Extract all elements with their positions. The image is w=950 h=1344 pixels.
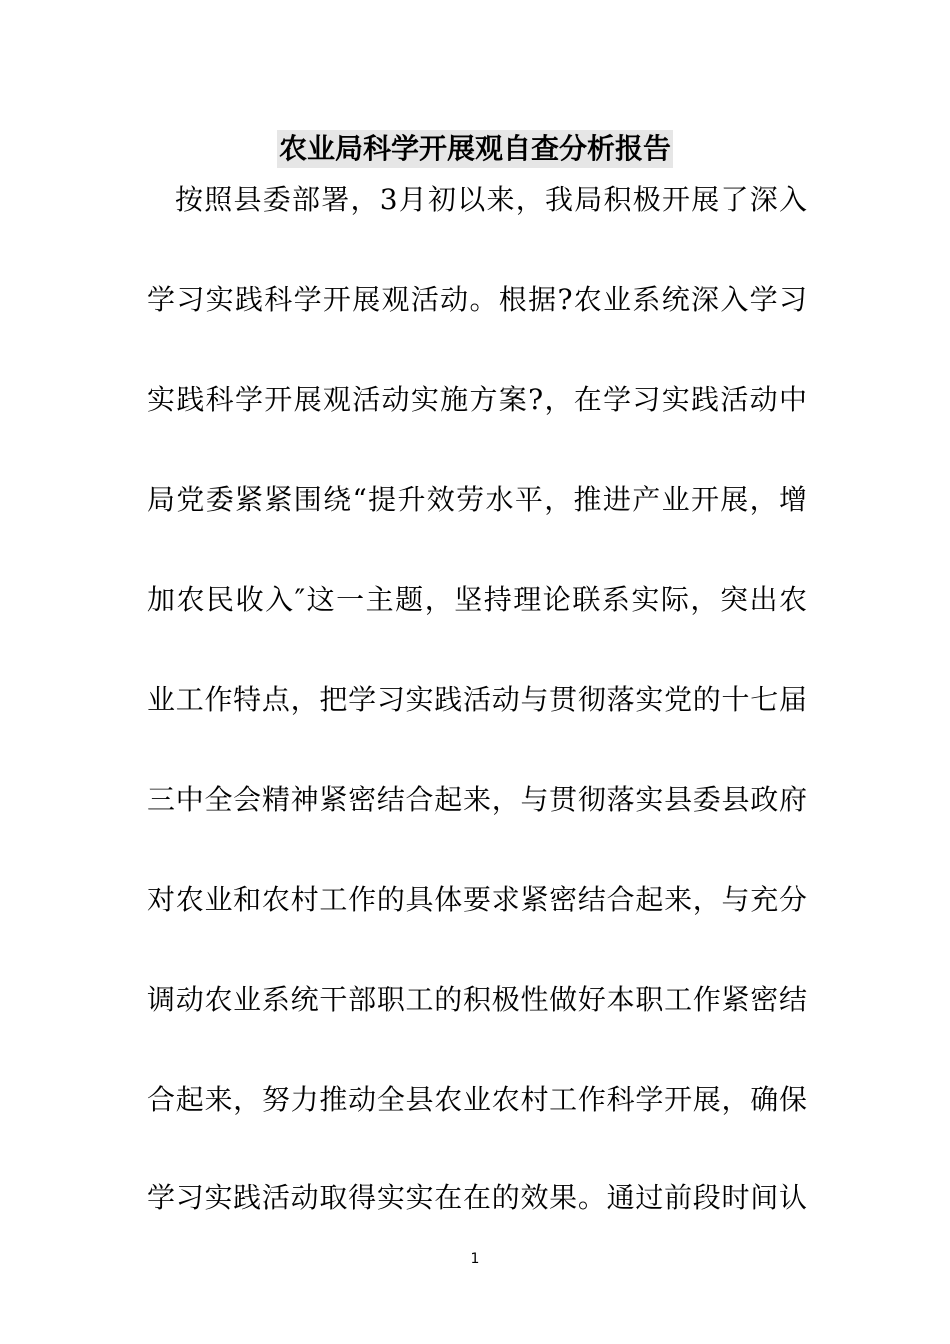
body-line-5: 加农民收入″这一主题，坚持理论联系实际，突出农 [147, 583, 807, 616]
body-line-9: 调动农业系统干部职工的积极性做好本职工作紧密结 [147, 983, 807, 1016]
body-line-2: 学习实践科学开展观活动。根据?农业系统深入学习 [147, 283, 807, 316]
body-line-6: 业工作特点，把学习实践活动与贯彻落实党的十七届 [147, 683, 807, 716]
page-number: 1 [470, 1251, 480, 1267]
body-line-1: 按照县委部署，3月初以来，我局积极开展了深入 [175, 183, 807, 216]
body-line-3: 实践科学开展观活动实施方案?，在学习实践活动中 [147, 383, 807, 416]
body-line-11: 学习实践活动取得实实在在的效果。通过前段时间认 [147, 1181, 807, 1214]
body-line-4: 局党委紧紧围绕“提升效劳水平，推进产业开展，增 [147, 483, 807, 516]
body-line-10: 合起来，努力推动全县农业农村工作科学开展，确保 [147, 1083, 807, 1116]
body-line-8: 对农业和农村工作的具体要求紧密结合起来，与充分 [147, 883, 807, 916]
title-container [0, 130, 950, 168]
document-title: 农业局科学开展观自查分析报告 [277, 130, 673, 168]
body-line-7: 三中全会精神紧密结合起来，与贯彻落实县委县政府 [147, 783, 807, 816]
